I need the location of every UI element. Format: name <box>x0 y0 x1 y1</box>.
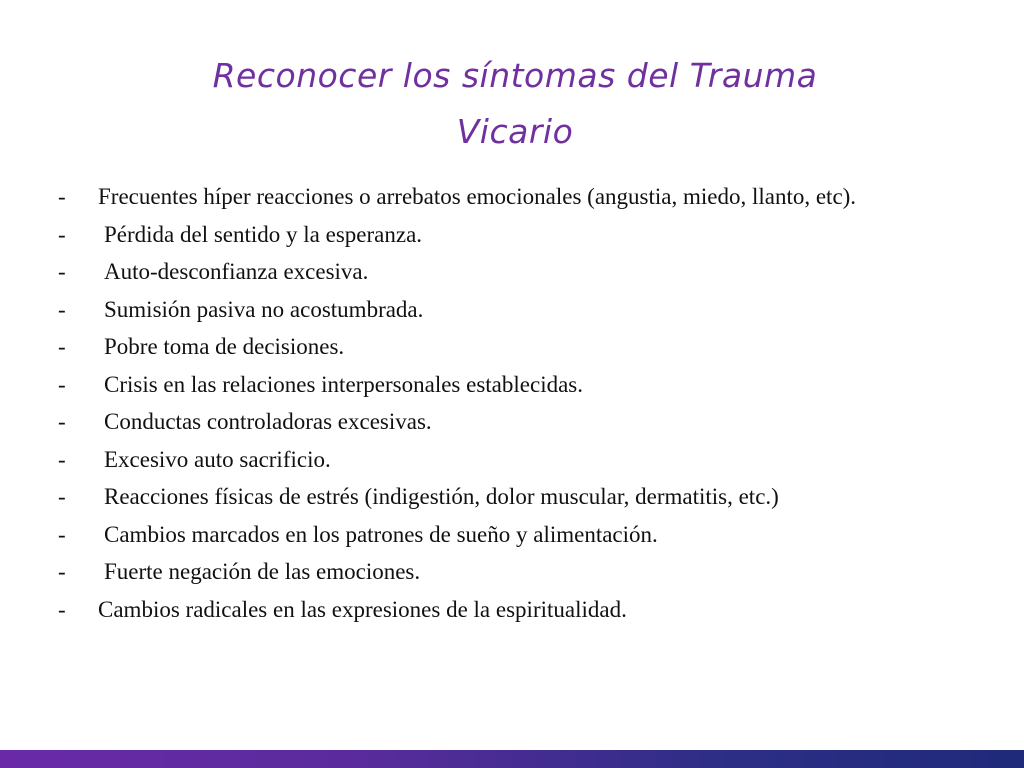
list-item <box>58 258 958 286</box>
bullet-dash: - <box>58 559 66 584</box>
list-item-text: Reacciones físicas de estrés (indigestión, dolor muscular, dermatitis, etc.) <box>104 484 779 509</box>
list-item-text: Cambios marcados en los patrones de sueño y alimentación. <box>104 521 658 547</box>
slide-title-line-1: Reconocer los síntomas del Trauma <box>212 56 818 95</box>
bullet-dash: - <box>58 259 66 284</box>
list-item <box>58 333 958 361</box>
bullet-dash: - <box>58 596 66 622</box>
list-item-text: Pobre toma de decisiones. <box>104 334 345 359</box>
list-item <box>58 371 958 399</box>
list-item-text: Auto-desconfianza excesiva. <box>104 259 369 284</box>
bullet-dash: - <box>58 484 66 509</box>
list-item-text: Crisis en las relaciones interpersonales establecidas. <box>104 371 584 397</box>
list-item-text: Cambios radicales en las expresiones de la espiritualidad. <box>98 596 627 622</box>
bullet-dash: - <box>58 221 66 247</box>
list-item-text: Sumisión pasiva no acostumbrada. <box>104 296 424 322</box>
list-item-text: Fuerte negación de las emociones. <box>104 559 421 584</box>
slide-title <box>150 48 880 160</box>
list-item-text: Excesivo auto sacrificio. <box>104 446 331 472</box>
bullet-dash: - <box>58 371 66 397</box>
list-item <box>58 521 958 549</box>
list-item <box>58 221 958 249</box>
bullet-dash: - <box>58 184 66 209</box>
list-item <box>58 558 958 586</box>
list-item-text: Pérdida del sentido y la esperanza. <box>104 221 423 247</box>
list-item <box>58 296 958 324</box>
bullet-dash: - <box>58 521 66 547</box>
list-item <box>58 446 958 474</box>
list-item-text: Conductas controladoras excesivas. <box>104 409 432 434</box>
slide-title-line-2: Vicario <box>456 112 574 151</box>
bottom-accent-bar <box>0 750 1024 768</box>
bullet-dash: - <box>58 446 66 472</box>
bullet-dash: - <box>58 334 66 359</box>
list-item <box>58 596 958 624</box>
list-item-text: Frecuentes híper reacciones o arrebatos emocionales (angustia, miedo, llanto, etc). <box>98 184 857 209</box>
list-item <box>58 183 958 211</box>
symptom-list <box>58 183 958 633</box>
list-item <box>58 408 958 436</box>
list-item <box>58 483 958 511</box>
bullet-dash: - <box>58 296 66 322</box>
bullet-dash: - <box>58 409 66 434</box>
